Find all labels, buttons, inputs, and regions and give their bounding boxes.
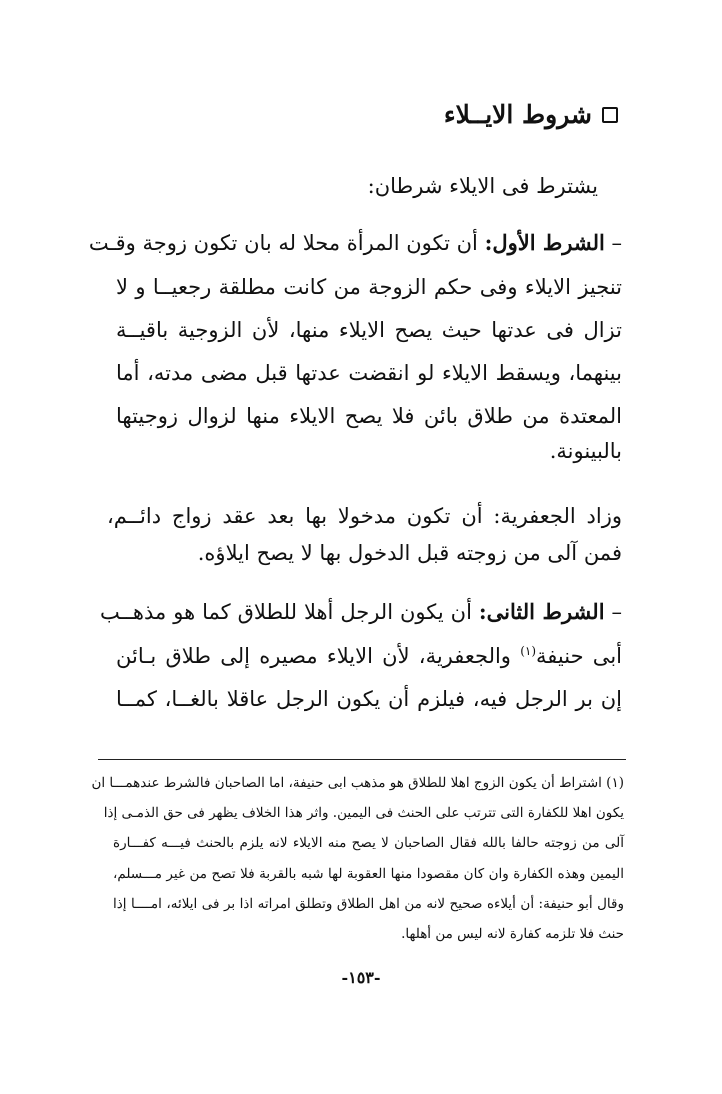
condition1-line-1 (88, 228, 622, 258)
page-number: -١٥٣- (341, 968, 381, 987)
footnote-line-6: حنث فلا تلزمه كفارة لانه ليس من أهلها. (401, 926, 624, 942)
jaafari-line-1: وزاد الجعفرية: أن تكون مدخولا بها بعد عقد زواج دائــم، (107, 504, 622, 528)
footnote-line-2: يكون اهلا للكفارة التى تترتب على الحنث فى اليمين. واثر هذا الخلاف يظهر فى حق الذمـى إذا (103, 805, 624, 821)
condition1-label: الشرط الأول: (484, 230, 605, 255)
footnote-divider (98, 759, 626, 760)
intro-line: يشترط فى الايلاء شرطان: (367, 174, 598, 198)
condition2-line2-end: والجعفرية، لأن الايلاء مصيره إلى طلاق بـائن (116, 644, 521, 668)
condition2-line-2 (116, 641, 622, 671)
condition1-first-line-text: أن تكون المرأة محلا له بان تكون زوجة وقـت (88, 231, 478, 255)
condition2-line-1 (100, 597, 622, 627)
condition2-label: الشرط الثانى: (478, 599, 605, 624)
condition1-line-3: تزال فى عدتها حيث يصح الايلاء منها، لأن الزوجية باقيــة (116, 318, 622, 342)
footnote-line-4: اليمين وهذه الكفارة وان كان مقصودا منها العقوبة لها شبه بالقربة فلا تصح من غير مـــسلم، (113, 866, 624, 882)
condition2-dash: – (611, 600, 622, 624)
condition2-line2-start: أبى حنيفة (536, 644, 622, 668)
condition1-line-2: تنجيز الايلاء وفى حكم الزوجة من كانت مطلقة رجعيــا و لا (116, 275, 622, 299)
condition2-first-line-text: أن يكون الرجل أهلا للطلاق كما هو مذهــب (100, 600, 472, 624)
condition1-line-5: المعتدة من طلاق بائن فلا يصح الايلاء منها لزوال زوجيتها (116, 404, 622, 428)
condition1-line-6: بالبينونة. (549, 439, 622, 463)
section-heading (444, 100, 618, 129)
condition1-dash: – (611, 231, 622, 255)
condition1-line-4: بينهما، ويسقط الايلاء لو انقضت عدتها قبل مضى مدته، أما (116, 361, 622, 385)
section-heading-title: شروط الايــلاء (443, 100, 592, 129)
square-bullet-icon (602, 107, 618, 123)
jaafari-line-2: فمن آلى من زوجته قبل الدخول بها لا يصح ايلاؤه. (197, 541, 622, 565)
footnote-line-1: (١) اشتراط أن يكون الزوج اهلا للطلاق هو مذهب ابى حنيفة، اما الصاحبان فالشرط عندهمـــا ان (91, 775, 624, 791)
footnote-reference[interactable]: (١) (520, 644, 537, 658)
condition2-line-3: إن بر الرجل فيه، فيلزم أن يكون الرجل عاقلا بالغــا، كمــا (116, 687, 622, 711)
footnote-line-3: آلى من زوجته حالفا بالله فقال الصاحبان لا يصح منه الايلاء لانه يلزم بالحنث فيـــه كفـــارة (113, 835, 624, 851)
footnote-line-5: وقال أبو حنيفة: أن أيلاءه صحيح لانه من اهل الطلاق وتطلق امراته اذا بر فى ايلائه، امــــا إذا (113, 896, 624, 912)
